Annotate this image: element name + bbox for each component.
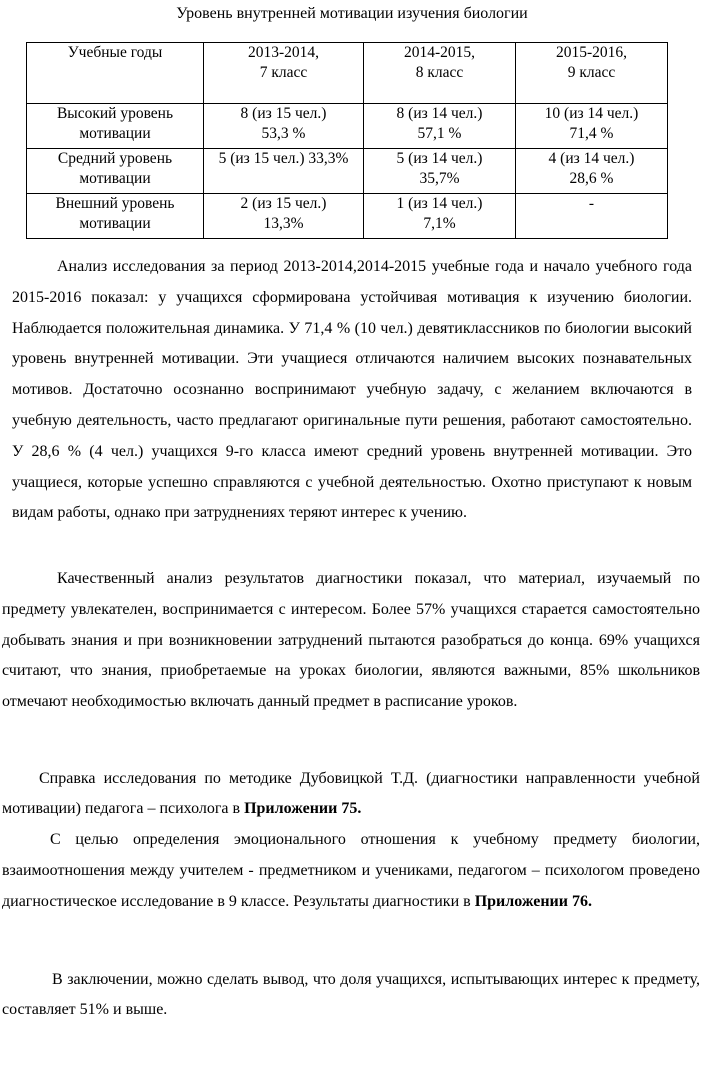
table-row [27,194,668,239]
cell-line: - [588,195,595,212]
cell-line: 7,1% [423,215,456,232]
table-cell [516,149,668,194]
table-header-row [27,43,668,104]
cell-line: 8 (из 15 чел.) [240,105,327,122]
cell-line: 2013-2014, [247,44,320,61]
header-cell-years [27,43,204,104]
cell-line: 35,7% [419,170,460,187]
table-row [27,104,668,149]
appendix-75-ref: Приложении 75. [244,799,362,817]
cell-line: 5 (из 14 чел.) [396,150,483,167]
cell-line: мотивации [79,215,151,232]
conclusion-paragraph: В заключении, можно сделать вывод, что доля учащихся, испытывающих интерес к предмету, составляет 51% и выше. [2,971,700,1018]
cell-line: 13,3% [263,215,304,232]
cell-line: Учебные годы [67,44,163,61]
row-label-cell [27,104,204,149]
cell-line: 1 (из 14 чел.) [396,195,483,212]
cell-line: Высокий уровень [56,105,174,122]
cell-line: 9 класс [567,64,616,81]
header-cell-2013-2014 [204,43,364,104]
cell-line: 7 класс [259,64,308,81]
table-cell [364,149,516,194]
cell-line: 28,6 % [569,170,614,187]
cell-line: 71,4 % [569,125,614,142]
table-cell [204,149,364,194]
cell-line: 8 класс [415,64,464,81]
motivation-table [26,42,668,239]
cell-line: 2 (из 15 чел.) [240,195,327,212]
qualitative-analysis-paragraph: Качественный анализ результатов диагностики показал, что материал, изучаемый по предмету увлекателен, воспринимается с интересом. Более 57% учащихся старается самостоятельно добывать знания и при возникновении затруднений пытаются разобраться до конца. 69% учащихся считают, что знания, приобретаемые на уроках биологии, являются важными, 85% школьников отмечают необходимостью включать данный предмет в расписание уроков. [2,570,700,711]
header-cell-2015-2016 [516,43,668,104]
header-cell-2014-2015 [364,43,516,104]
cell-line: мотивации [79,125,151,142]
emotional-attitude-text: С целью определения эмоционального отношения к учебному предмету биологии, взаимоотношения между учителем - предметником и учениками, педагогом – психологом проведено диагностическое исследование в 9 классе. Результаты диагностики в [2,831,700,910]
cell-line: мотивации [79,170,151,187]
document-title: Уровень внутренней мотивации изучения биологии [176,5,528,22]
reference-paragraph [2,764,700,823]
reference-text: Справка исследования по методике Дубовицкой Т.Д. (диагностики направленности учебной мотивации) педагога – психолога в [2,770,700,817]
cell-line: 5 (из 15 чел.) 33,3% [218,150,349,167]
row-label-cell [27,194,204,239]
table-cell [204,194,364,239]
cell-line: 2014-2015, [403,44,476,61]
cell-line: 57,1 % [417,125,462,142]
analysis-paragraph: Анализ исследования за период 2013-2014,2014-2015 учебные года и начало учебного года 2015-2016 показал: у учащихся сформирована устойчивая мотивация к изучению биологии. Наблюдается положительная динамика. У 71,4 % (10 чел.) девятиклассников по биологии высокий уровень внутренней мотивации. Эти учащиеся отличаются наличием высоких познавательных мотивов. Достаточно осознанно воспринимают учебную задачу, с желанием включаются в учебную деятельность, часто предлагают оригинальные пути решения, работают самостоятельно. У 28,6 % (4 чел.) учащихся 9-го класса имеют средний уровень внутренней мотивации. Это учащиеся, которые успешно справляются с учебной деятельностью. Охотно приступают к новым видам работы, однако при затруднениях теряют интерес к учению. [12,258,692,522]
table-cell [204,104,364,149]
table-row [27,149,668,194]
cell-line: 8 (из 14 чел.) [396,105,483,122]
table-cell [516,104,668,149]
cell-line: 53,3 % [261,125,306,142]
table-cell [364,194,516,239]
emotional-attitude-paragraph [2,825,700,917]
appendix-76-ref: Приложении 76. [474,892,592,910]
table-cell [364,104,516,149]
table-cell [516,194,668,239]
row-label-cell [27,149,204,194]
cell-line: Средний уровень [57,150,173,167]
cell-line: 10 (из 14 чел.) [544,105,639,122]
cell-line: 2015-2016, [555,44,628,61]
cell-line: 4 (из 14 чел.) [548,150,635,167]
cell-line: Внешний уровень [55,195,175,212]
